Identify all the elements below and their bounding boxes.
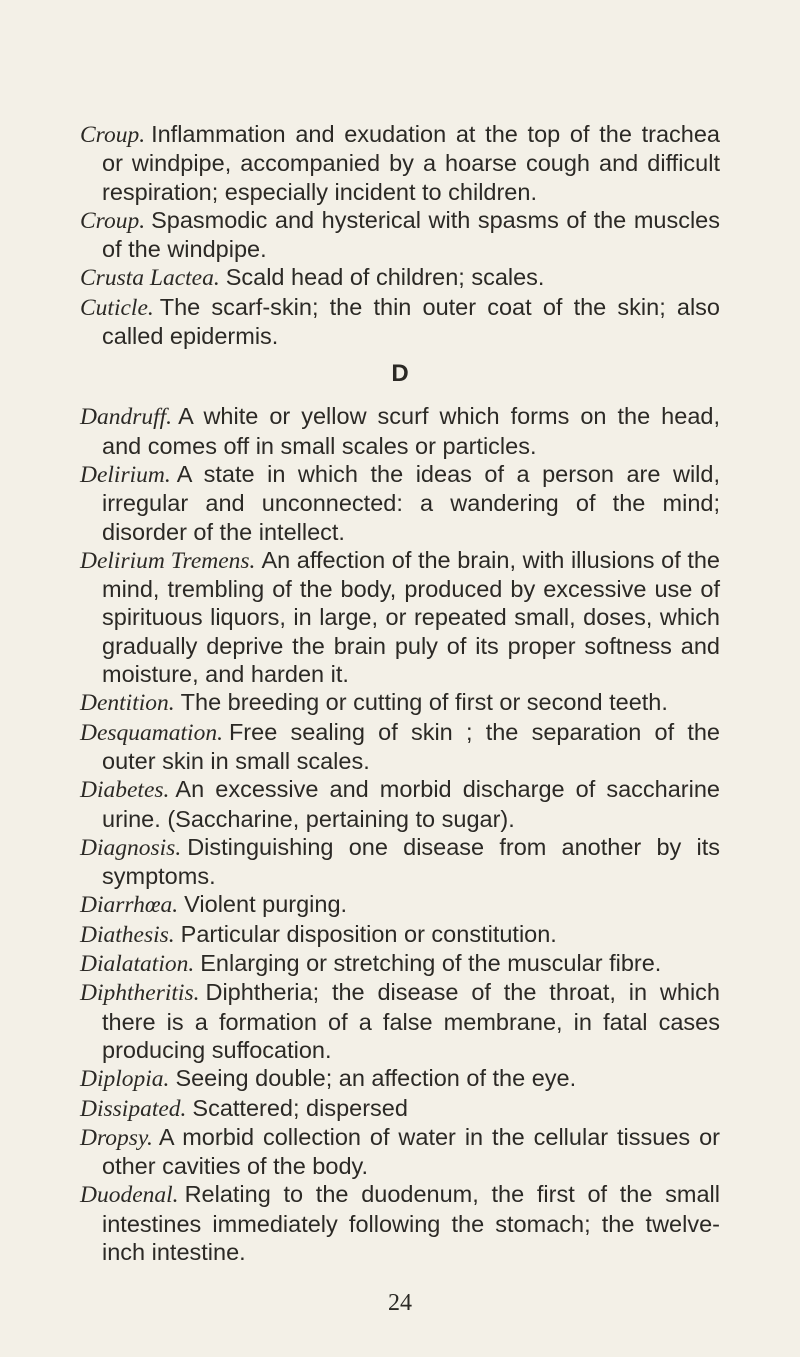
page-number: 24 (388, 1290, 412, 1316)
glossary-entry-diplopia (80, 1064, 720, 1093)
entry-term: Dissipated. (80, 1095, 187, 1122)
glossary-entry-duodenal (80, 1180, 720, 1266)
entry-term: Delirium. (80, 461, 171, 488)
glossary-entry-diathesis (80, 920, 720, 949)
entry-term: Croup. (80, 122, 146, 148)
section-heading-letter: D (391, 360, 409, 388)
entry-definition: Spasmodic and hysterical with spasms of the muscles of the windpipe. (102, 206, 720, 263)
entry-term: Dentition. (80, 690, 175, 717)
glossary-entries (80, 120, 720, 1266)
entry-definition: A state in which the ideas of a person are wild, irregular and unconnected: a wandering of the mind; disorder of the intellect. (102, 460, 720, 545)
entry-term: Dialatation. (80, 951, 195, 978)
entry-definition: Diphtheria; the disease of the throat, in which there is a formation of a false membrane, in fatal cases producing suffocation. (102, 979, 720, 1063)
entry-term: Diarrhœa. (80, 892, 179, 919)
glossary-entry-delirium (80, 460, 720, 546)
entry-definition: Scattered; dispersed (192, 1094, 408, 1121)
entry-definition: The scarf-skin; the thin outer coat of the skin; also called epidermis. (102, 293, 720, 350)
entry-term: Diagnosis. (80, 834, 182, 861)
entry-definition: Seeing double; an affection of the eye. (175, 1065, 577, 1092)
entry-definition: Scald head of children; scales. (225, 264, 545, 291)
entry-definition: Particular disposition or constitution. (180, 920, 557, 947)
glossary-entry-dissipated (80, 1094, 720, 1123)
glossary-entry-diabetes (80, 775, 720, 833)
entry-term: Cuticle. (80, 294, 154, 321)
glossary-entry-dentition (80, 688, 720, 717)
entry-definition: An excessive and morbid discharge of saccharine urine. (Saccharine, pertaining to sugar). (102, 776, 720, 832)
entry-definition: Inflammation and exudation at the top of the trachea or windpipe, accompanied by a hoarse cough and difficult respiration; especially incident to children. (102, 121, 720, 205)
entry-definition: Enlarging or stretching of the muscular fibre. (200, 950, 662, 977)
glossary-entry-delirium-tremens (80, 546, 720, 688)
glossary-entry-desquamation (80, 718, 720, 776)
glossary-entry-dandruff (80, 402, 720, 460)
entry-term: Diathesis. (80, 921, 175, 948)
glossary-entry-croup-1 (80, 120, 720, 206)
entry-definition: Distinguishing one disease from another by its symptoms. (102, 833, 720, 890)
entry-definition: The breeding or cutting of first or second teeth. (180, 689, 668, 716)
entry-definition: Free sealing of skin ; the separation of the outer skin in small scales. (102, 718, 720, 774)
glossary-entry-diarrhoea (80, 890, 720, 919)
entry-term: Diplopia. (80, 1066, 170, 1093)
entry-term: Crusta Lactea. (80, 265, 220, 292)
glossary-entry-diagnosis (80, 833, 720, 891)
entry-definition: Violent purging. (184, 891, 348, 918)
glossary-entry-dialatation (80, 949, 720, 978)
entry-definition: Relating to the duodenum, the first of the small intestines immediately following the stomach; the twelve-inch intestine. (102, 1181, 720, 1265)
entry-definition: A white or yellow scurf which forms on the head, and comes off in small scales or particles. (102, 403, 720, 459)
entry-term: Diphtheritis. (80, 980, 200, 1007)
glossary-entry-cuticle (80, 293, 720, 351)
entry-definition: A morbid collection of water in the cellular tissues or other cavities of the body. (102, 1123, 720, 1180)
entry-term: Delirium Tremens. (80, 547, 256, 574)
entry-term: Dandruff. (80, 404, 173, 431)
entry-term: Diabetes. (80, 777, 170, 804)
glossary-entry-diphtheritis (80, 978, 720, 1064)
entry-term: Desquamation. (80, 719, 223, 746)
entry-term: Croup. (80, 207, 146, 234)
entry-term: Dropsy. (80, 1124, 153, 1151)
entry-definition: An affection of the brain, with illusions of the mind, trembling of the body, produced by excessive use of spirituous liquors, in large, or repeated small, doses, which gradually deprive the brain puly of its proper softness and moisture, and harden it. (102, 546, 720, 688)
glossary-entry-croup-2 (80, 206, 720, 264)
glossary-entry-crusta-lactea (80, 263, 720, 292)
entry-term: Duodenal. (80, 1182, 179, 1209)
glossary-entry-dropsy (80, 1123, 720, 1181)
